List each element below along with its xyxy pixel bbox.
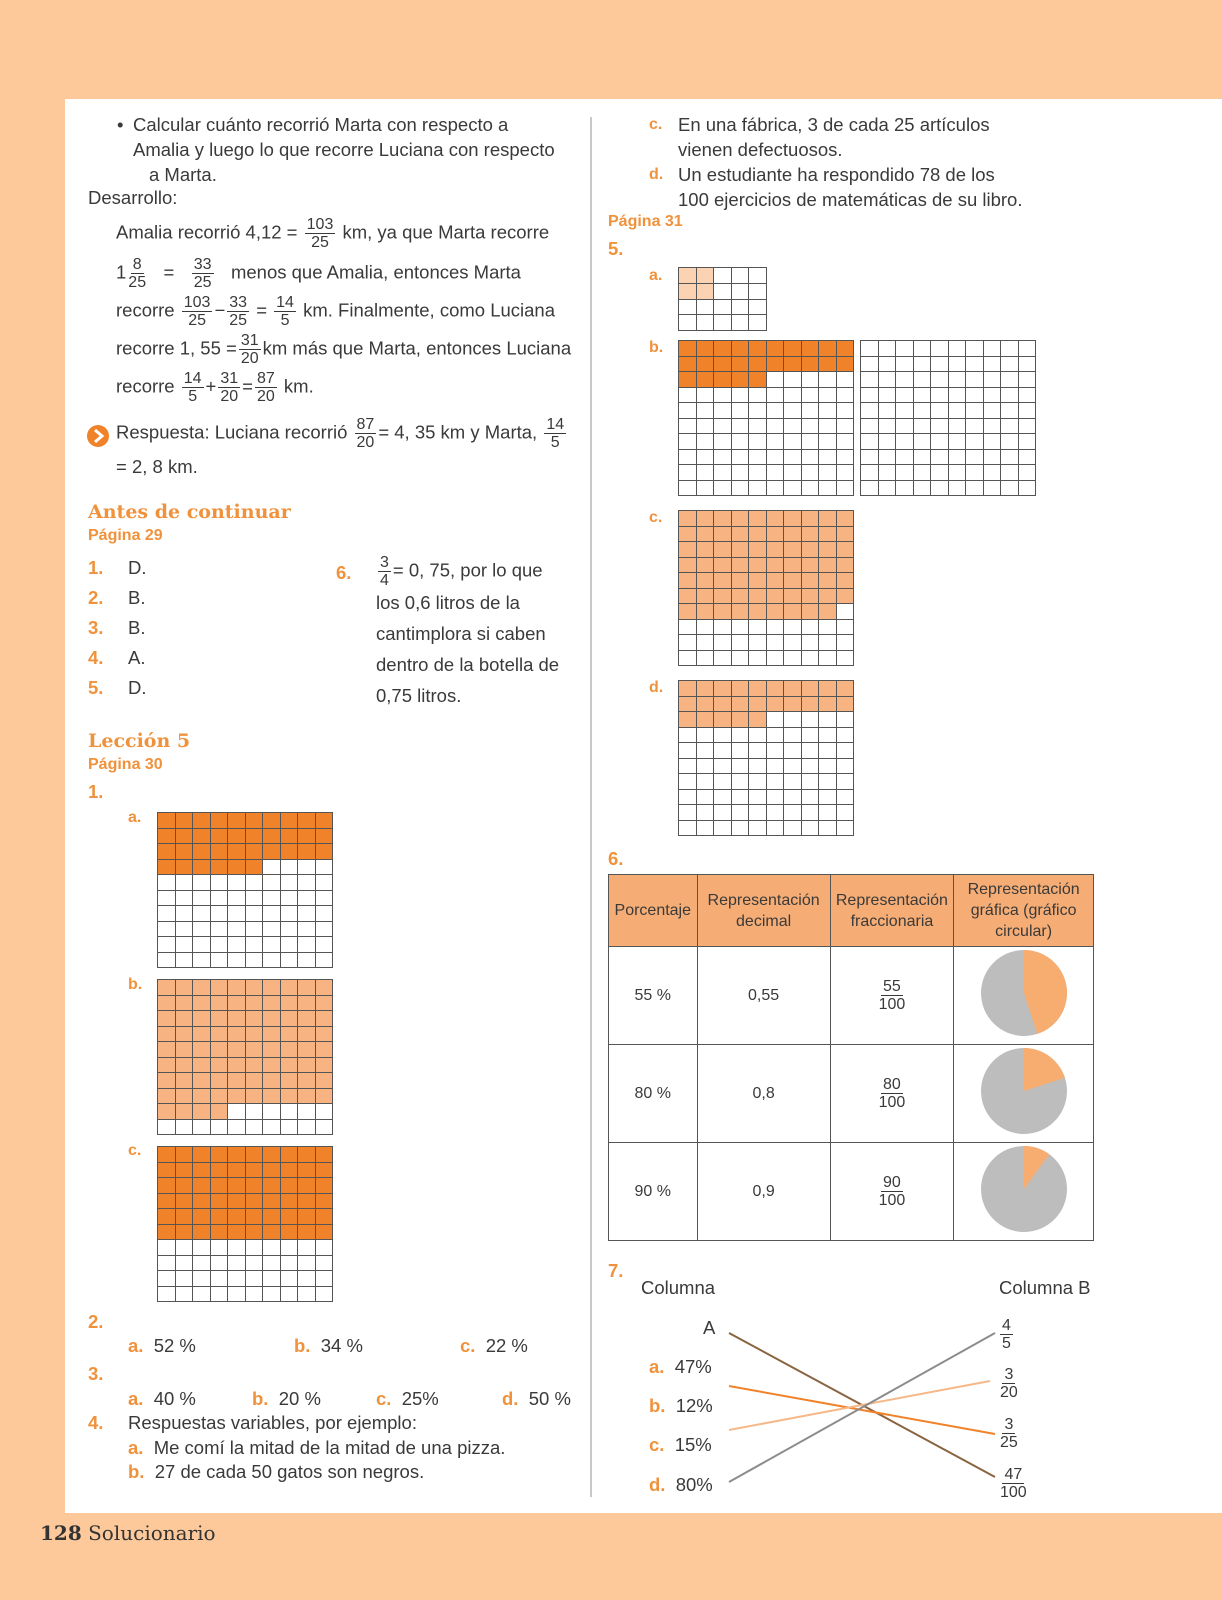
header-grafica: Representación gráfica (gráfico circular) [954, 875, 1094, 947]
cell-percent: 90 % [609, 1143, 698, 1241]
bullet-dot: • [117, 114, 124, 135]
dev-line-3: recorre $\frac{103}{25}$ − $\frac{33}{25}$ = $\frac{14}{5}$ km. Finalmente, como Luciana [116, 294, 556, 329]
q2b: b. 34 % [294, 1335, 363, 1356]
answer-29-value: A. [128, 647, 146, 668]
match-item-c: c. 15% [649, 1434, 712, 1455]
q4a: a. Me comí la mitad de la mitad de una pizza. [128, 1437, 506, 1458]
answer-29-number: 3. [88, 617, 104, 638]
answer-29-value: B. [128, 617, 146, 638]
q1c-label: c. [128, 1142, 142, 1159]
match-item-d: d. 80% [649, 1474, 713, 1495]
desarrollo-label: Desarrollo: [88, 187, 178, 208]
answer-29-number: 2. [88, 587, 104, 608]
header-decimal: Representación decimal [697, 875, 830, 947]
q5c-label: c. [649, 509, 663, 526]
column-a-title: Columna [641, 1277, 716, 1298]
page-ref-31: Página 31 [608, 213, 683, 230]
q6-line-5: 0,75 litros. [376, 685, 462, 706]
q6-line-1: $\frac{3}{4}$ = 0, 75, por lo que [380, 554, 543, 589]
page-number: 128 [40, 1521, 82, 1545]
q5d-label: d. [649, 679, 664, 696]
q3a: a. 40 % [128, 1388, 196, 1409]
item-d-line-2: 100 ejercicios de matemáticas de su libro. [678, 189, 1023, 210]
bullet-line-1: Calcular cuánto recorrió Marta con respecto a [133, 114, 509, 135]
q5a-label: a. [649, 267, 663, 284]
page-footer [40, 1521, 216, 1545]
q6-line-4: dentro de la botella de [376, 654, 560, 675]
q1a-label: a. [128, 809, 142, 826]
dev-line-2: 1 $\frac{8}{25}$ = $\frac{33}{25}$ menos que Amalia, entonces Marta [116, 256, 521, 291]
q2a: a. 52 % [128, 1335, 196, 1356]
q6-line-3: cantimplora si caben [376, 623, 546, 644]
q4b: b. 27 de cada 50 gatos son negros. [128, 1461, 425, 1482]
match-item-a: a. 47% [649, 1356, 712, 1377]
q3b: b. 20 % [252, 1388, 321, 1409]
item-c-line-2: vienen defectuosos. [678, 139, 843, 160]
bullet-line-3: a Marta. [149, 164, 217, 185]
q4-number: 4. [88, 1412, 104, 1433]
section-title-leccion: Lección 5 [88, 730, 191, 752]
item-d-line-1: Un estudiante ha respondido 78 de los [678, 164, 995, 185]
line-b-3-25 [729, 1386, 995, 1434]
cell-decimal: 0,9 [697, 1143, 830, 1241]
dev-line-5: recorre $\frac{14}{5}$ + $\frac{31}{20}$ = $\frac{87}{20}$ km. [116, 370, 314, 405]
q1b-label: b. [128, 976, 143, 993]
match-frac-1: $\frac{4}{5}$ [1002, 1317, 1011, 1352]
header-porcentaje: Porcentaje [609, 875, 698, 947]
q6-number: 6. [336, 562, 352, 583]
cell-decimal: 0,8 [697, 1045, 830, 1143]
cell-percent: 55 % [609, 947, 698, 1045]
answer-29-value: D. [128, 677, 147, 698]
q3d: d. 50 % [502, 1388, 571, 1409]
answer-29-number: 5. [88, 677, 104, 698]
cell-fraction: $\frac{90}{100}$ [830, 1143, 954, 1241]
q3-number: 3. [88, 1363, 104, 1384]
item-d-label: d. [649, 166, 664, 183]
match-frac-2: $\frac{3}{20}$ [1000, 1366, 1018, 1401]
line-c-3-20 [729, 1381, 990, 1430]
answer-29-number: 4. [88, 647, 104, 668]
dev-line-4: recorre 1, 55 = $\frac{31}{20}$ km más que Marta, entonces Luciana [116, 332, 572, 367]
q2c: c. 22 % [460, 1335, 528, 1356]
answer-29-value: D. [128, 557, 147, 578]
answer-29-value: B. [128, 587, 146, 608]
match-frac-4: $\frac{47}{100}$ [1000, 1466, 1027, 1501]
answer-line-1: Respuesta: Luciana recorrió $\frac{87}{20}$ = 4, 35 km y Marta, $\frac{14}{5}$ [116, 416, 565, 451]
q5b-label: b. [649, 339, 664, 356]
answer-29-number: 1. [88, 557, 104, 578]
q5-number: 5. [608, 238, 624, 259]
match-item-b: b. 12% [649, 1395, 713, 1416]
footer-label: Solucionario [88, 1521, 216, 1545]
cell-fraction: $\frac{80}{100}$ [830, 1045, 954, 1143]
column-a-letter: A [703, 1317, 716, 1338]
bullet-line-2: Amalia y luego lo que recorre Luciana con respecto [133, 139, 555, 160]
q2-number: 2. [88, 1311, 104, 1332]
header-fraccionaria: Representación fraccionaria [830, 875, 954, 947]
cell-fraction: $\frac{55}{100}$ [830, 947, 954, 1045]
q1-number: 1. [88, 781, 104, 802]
section-title-antes: Antes de continuar [88, 501, 291, 523]
page-ref-30: Página 30 [88, 756, 163, 773]
cell-percent: 80 % [609, 1045, 698, 1143]
column-b-title: Columna B [999, 1277, 1091, 1298]
answer-line-2: = 2, 8 km. [116, 456, 198, 477]
item-c-line-1: En una fábrica, 3 de cada 25 artículos [678, 114, 990, 135]
fraction: $\frac{103}{25}$ [306, 216, 334, 251]
q6r-number: 6. [608, 848, 624, 869]
cell-decimal: 0,55 [697, 947, 830, 1045]
q4-intro: Respuestas variables, por ejemplo: [128, 1412, 417, 1433]
page-ref-29: Página 29 [88, 527, 163, 544]
q6-line-2: los 0,6 litros de la [376, 592, 520, 613]
q7-number: 7. [608, 1260, 624, 1281]
item-c-label: c. [649, 116, 663, 133]
dev-line-1: Amalia recorrió 4,12 = $\frac{103}{25}$ km, ya que Marta recorre [116, 216, 550, 251]
q3c: c. 25% [376, 1388, 439, 1409]
match-frac-3: $\frac{3}{25}$ [1000, 1416, 1018, 1451]
